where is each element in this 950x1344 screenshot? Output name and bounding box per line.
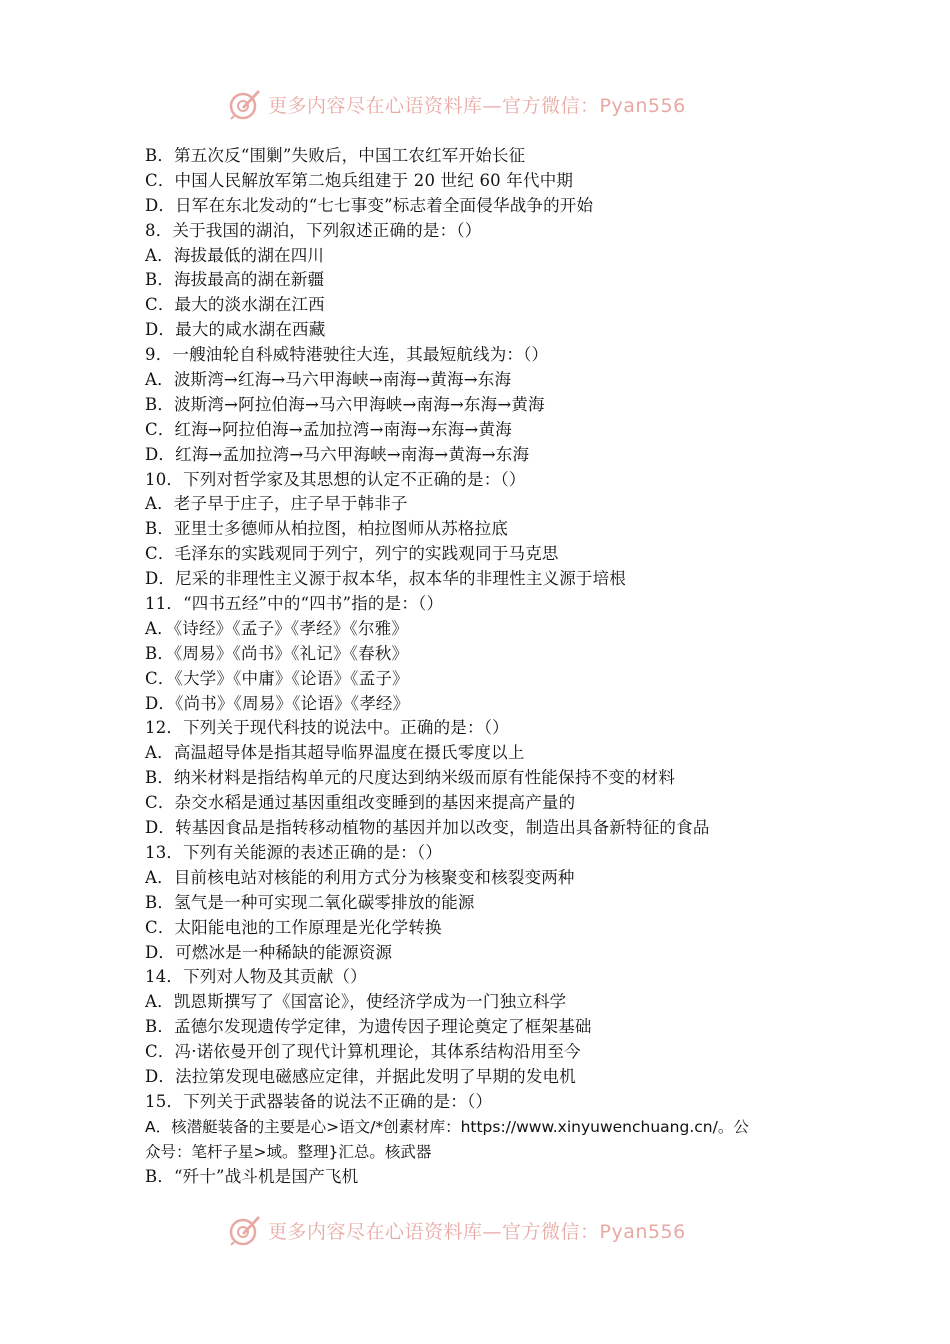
option-line: A．目前核电站对核能的利用方式分为核聚变和核裂变两种 xyxy=(145,867,575,887)
option-line: C．太阳能电池的工作原理是光化学转换 xyxy=(145,917,442,937)
question-line: 10．下列对哲学家及其思想的认定不正确的是：（） xyxy=(145,469,526,489)
option-line: D．可燃冰是一种稀缺的能源资源 xyxy=(145,942,393,962)
option-line: A．凯恩斯撰写了《国富论》，使经济学成为一门独立科学 xyxy=(145,992,567,1012)
option-line: B．《周易》《尚书》《礼记》《春秋》 xyxy=(145,643,409,663)
option-line: B．海拔最高的湖在新疆 xyxy=(145,270,325,290)
option-line: C．毛泽东的实践观同于列宁，列宁的实践观同于马克思 xyxy=(145,544,559,564)
footer-banner xyxy=(228,1210,686,1250)
question-line: 9．一艘油轮自科威特港驶往大连，其最短航线为：（） xyxy=(145,345,549,365)
text-line: D．日军在东北发动的“七七事变”标志着全面侵华战争的开始 xyxy=(145,195,594,215)
wechat-id: Pyan556 xyxy=(599,94,686,117)
text-line: B．第五次反“围剿”失败后，中国工农红军开始长征 xyxy=(145,146,526,165)
option-line: A．高温超导体是指其超导临界温度在摄氏零度以上 xyxy=(145,743,525,763)
option-line: A．《诗经》《孟子》《孝经》《尔雅》 xyxy=(145,618,409,638)
question-line: 13．下列有关能源的表述正确的是：（） xyxy=(145,842,443,862)
option-line: B．氢气是一种可实现二氧化碳零排放的能源 xyxy=(145,892,475,912)
option-line: B．“歼十”战斗机是国产飞机 xyxy=(145,1166,359,1186)
question-line: 8．关于我国的湖泊，下列叙述正确的是：（） xyxy=(145,220,482,240)
option-line: B．孟德尔发现遗传学定律，为遗传因子理论奠定了框架基础 xyxy=(145,1017,592,1037)
wechat-id: Pyan556 xyxy=(599,1220,686,1243)
quill-pen-logo-icon xyxy=(228,1213,262,1247)
option-line: D．最大的咸水湖在西藏 xyxy=(145,320,326,340)
option-line: A．波斯湾→红海→马六甲海峡→南海→黄海→东海 xyxy=(145,370,512,390)
text-line: C．中国人民解放军第二炮兵组建于 20 世纪 60 年代中期 xyxy=(145,170,574,190)
option-line-continuation: 众号：笔杆子星>域。整理}汇总。核武器 xyxy=(145,1142,432,1161)
quill-pen-logo-icon xyxy=(228,87,262,121)
option-line: D．法拉第发现电磁感应定律，并据此发明了早期的发电机 xyxy=(145,1066,576,1086)
document-body xyxy=(145,144,825,1189)
option-line: C．《大学》《中庸》《论语》《孟子》 xyxy=(145,668,409,688)
header-banner xyxy=(228,84,686,124)
option-line: A．核潜艇装备的主要是心>语文/*创素材库：https://www.xinyuwenchuang.cn/。公 xyxy=(145,1117,749,1136)
option-line: C．冯·诺依曼开创了现代计算机理论，其体系结构沿用至今 xyxy=(145,1042,581,1062)
question-line: 15．下列关于武器装备的说法不正确的是：（） xyxy=(145,1091,493,1111)
question-line: 12．下列关于现代科技的说法中。正确的是：（） xyxy=(145,718,509,738)
banner-text: 更多内容尽在心语资料库—官方微信：Pyan556 xyxy=(268,94,686,117)
option-line: D．转基因食品是指转移动植物的基因并加以改变，制造出具备新特征的食品 xyxy=(145,818,710,838)
option-line: B．波斯湾→阿拉伯海→马六甲海峡→南海→东海→黄海 xyxy=(145,394,545,414)
option-line: D．红海→孟加拉湾→马六甲海峡→南海→黄海→东海 xyxy=(145,444,530,464)
option-line: C．杂交水稻是通过基因重组改变睡到的基因来提高产量的 xyxy=(145,793,576,813)
banner-text: 更多内容尽在心语资料库—官方微信：Pyan556 xyxy=(268,1220,686,1243)
option-line: D．尼采的非理性主义源于叔本华，叔本华的非理性主义源于培根 xyxy=(145,569,627,589)
option-line: B．纳米材料是指结构单元的尺度达到纳米级而原有性能保持不变的材料 xyxy=(145,768,676,788)
option-line: C．红海→阿拉伯海→孟加拉湾→南海→东海→黄海 xyxy=(145,419,512,439)
option-line: C．最大的淡水湖在江西 xyxy=(145,295,325,315)
option-line: A．老子早于庄子，庄子早于韩非子 xyxy=(145,494,408,514)
option-line: B．亚里士多德师从柏拉图，柏拉图师从苏格拉底 xyxy=(145,519,509,539)
question-line: 11．“四书五经”中的“四书”指的是：（） xyxy=(145,594,444,614)
option-line: A．海拔最低的湖在四川 xyxy=(145,245,325,265)
question-line: 14．下列对人物及其贡献（） xyxy=(145,967,367,987)
option-line: D．《尚书》《周易》《论语》《孝经》 xyxy=(145,693,410,713)
